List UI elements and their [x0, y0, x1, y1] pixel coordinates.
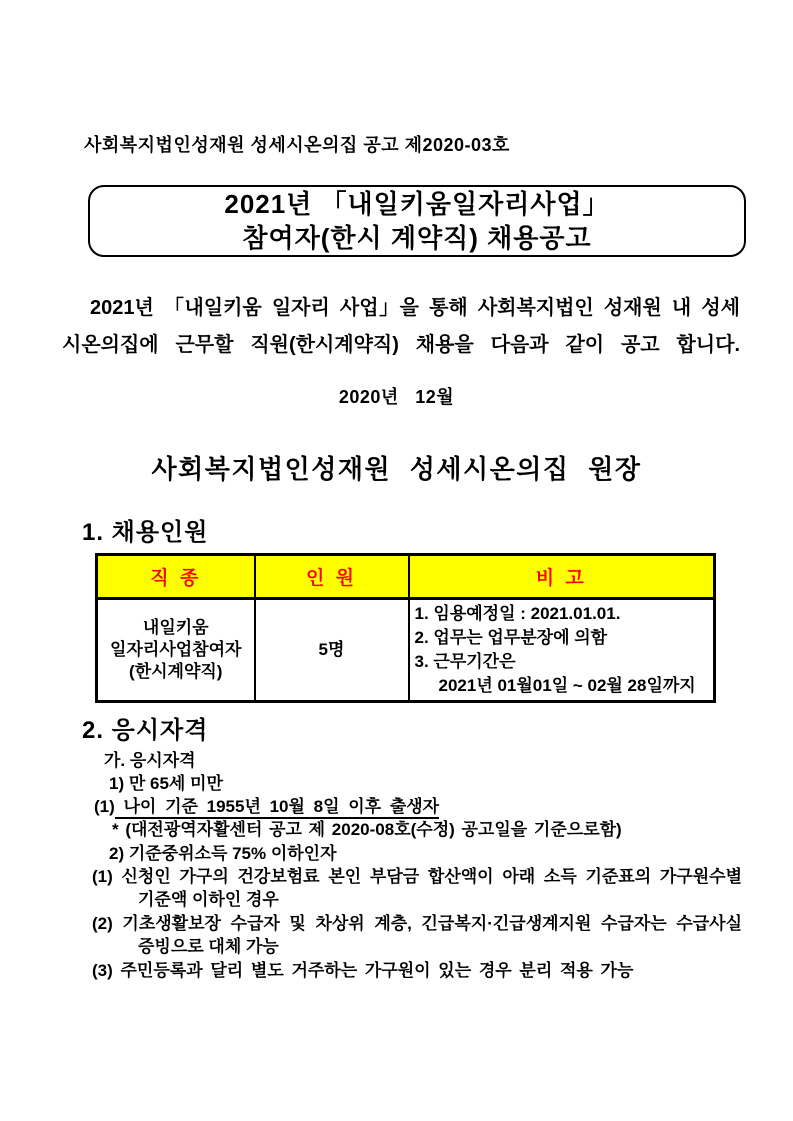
- list-item-2: 2) 기준중위소득 75% 이하인자: [109, 844, 337, 863]
- title-box: [88, 185, 746, 257]
- job-line-3: (한시계약직): [129, 662, 223, 681]
- intro-paragraph: [62, 290, 740, 364]
- list-item-1-1-underlined-text: 나이 기준 1955년 10월 8일 이후 출생자: [115, 797, 439, 819]
- list-item-2-2-line1: (2) 기초생활보장 수급자 및 차상위 계층, 긴급복지·긴급생계지원 수급자는 수급사실: [92, 914, 742, 933]
- intro-line-1: 2021년 「내일키움 일자리 사업」을 통해 사회복지법인 성재원 내 성세: [90, 297, 740, 319]
- intro-line-2: 시온의집에 근무할 직원(한시계약직) 채용을 다음과 같이 공고 합니다.: [62, 334, 740, 356]
- remark-line-1: 1. 임용예정일 : 2021.01.01.: [414, 604, 621, 623]
- table-header-job: 직 종: [97, 555, 255, 599]
- announcement-date: 2020년 12월: [338, 387, 455, 407]
- table-cell-job: [97, 599, 255, 702]
- section2-heading: 2. 응시자격: [82, 717, 209, 744]
- list-item-1-1: [94, 797, 439, 817]
- table-row: [97, 599, 715, 702]
- remark-line-3: 3. 근무기간은: [414, 652, 516, 671]
- list-item-2-1-line2: 기준액 이하인 경우: [138, 890, 279, 909]
- list-item-note: * (대전광역자활센터 공고 제 2020-08호(수정) 공고일을 기준으로함): [112, 820, 622, 839]
- remark-line-4: 2021년 01월01일 ~ 02월 28일까지: [438, 676, 696, 695]
- table-header-count: 인 원: [255, 555, 409, 599]
- list-item-2-1-line1: (1) 신청인 가구의 건강보험료 본인 부담금 합산액이 아래 소득 기준표의 가구원수별: [92, 867, 742, 886]
- table-header-row: [97, 555, 715, 599]
- list-item-2-3: (3) 주민등록과 달리 별도 거주하는 가구원이 있는 경우 분리 적용 가능: [92, 961, 634, 980]
- title-line-1: 2021년 「내일키움일자리사업」: [224, 189, 610, 219]
- job-line-2: 일자리사업참여자: [110, 640, 242, 659]
- title-line-2: 참여자(한시 계약직) 채용공고: [242, 223, 592, 253]
- list-item-1: 1) 만 65세 미만: [109, 774, 223, 793]
- list-item-2-2-line2: 증빙으로 대체 가능: [138, 937, 279, 956]
- count-value: 5명: [318, 640, 345, 659]
- list-item-ga: 가. 응시자격: [104, 751, 196, 770]
- job-line-1: 내일키움: [142, 618, 209, 637]
- table-cell-remarks: [409, 599, 715, 702]
- recruitment-table: [95, 553, 716, 703]
- table-cell-count: [255, 599, 409, 702]
- doc-number: 사회복지법인성재원 성세시온의집 공고 제2020-03호: [84, 135, 510, 155]
- list-item-1-1-prefix: (1): [94, 797, 115, 816]
- section1-heading: 1. 채용인원: [82, 519, 209, 546]
- issuer-title: 사회복지법인성재원 성세시온의집 원장: [151, 454, 642, 484]
- remark-line-2: 2. 업무는 업무분장에 의함: [414, 628, 608, 647]
- table-header-remarks: 비 고: [409, 555, 715, 599]
